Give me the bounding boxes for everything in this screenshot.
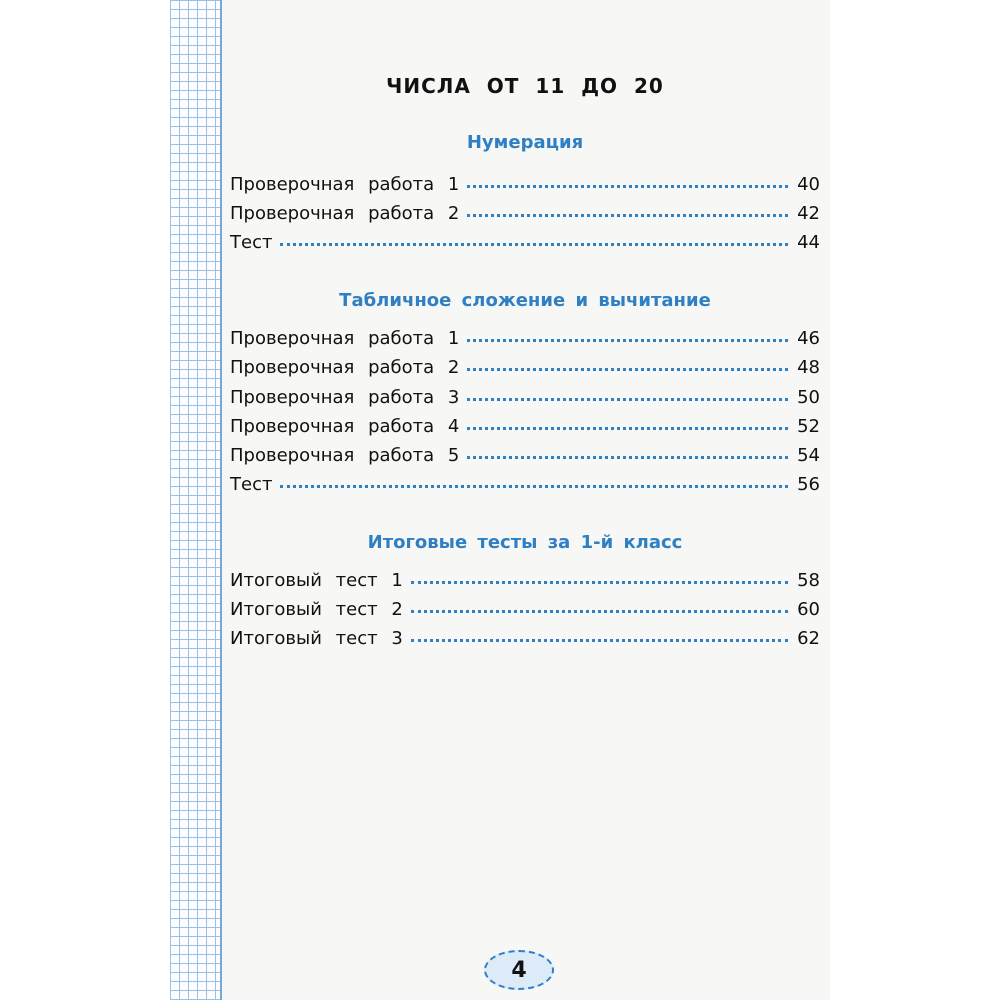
toc-entry-page: 58: [797, 570, 820, 591]
toc-entry[interactable]: [230, 570, 820, 600]
dot-leader: [467, 423, 788, 430]
toc-entry-page: 62: [797, 628, 820, 649]
dot-leader: [411, 606, 788, 613]
toc-entry[interactable]: [230, 416, 820, 446]
toc-entry-label: Итоговый тест 3: [230, 628, 403, 649]
dot-leader: [467, 364, 788, 371]
toc-entry-label: Проверочная работа 3: [230, 387, 460, 408]
section-title-addition-subtraction: Табличное сложение и вычитание: [339, 290, 711, 311]
dot-leader: [467, 394, 788, 401]
toc-entry-page: 56: [797, 474, 820, 495]
toc-entry-label: Проверочная работа 1: [230, 328, 460, 349]
toc-entry[interactable]: [230, 474, 820, 504]
section-title-numeration: Нумерация: [466, 132, 584, 153]
toc-entry-label: Проверочная работа 2: [230, 357, 460, 378]
dot-leader: [280, 239, 788, 246]
toc-entry-label: Тест: [230, 232, 273, 253]
toc-entry[interactable]: [230, 357, 820, 387]
toc-entry[interactable]: [230, 599, 820, 629]
toc-entry-page: 44: [797, 232, 820, 253]
toc-entry-label: Тест: [230, 474, 273, 495]
toc-entry[interactable]: [230, 328, 820, 358]
toc-entry-label: Итоговый тест 2: [230, 599, 403, 620]
toc-entry-page: 50: [797, 387, 820, 408]
dot-leader: [467, 335, 788, 342]
table-of-contents: [230, 0, 820, 1000]
toc-entry[interactable]: [230, 203, 820, 233]
toc-entry-page: 52: [797, 416, 820, 437]
dot-leader: [467, 452, 788, 459]
section-title-final-tests: Итоговые тесты за 1-й класс: [367, 532, 683, 553]
toc-entry-page: 40: [797, 174, 820, 195]
toc-entry-label: Проверочная работа 2: [230, 203, 460, 224]
toc-entry[interactable]: [230, 445, 820, 475]
page-number: 4: [511, 957, 527, 983]
toc-entry-page: 42: [797, 203, 820, 224]
grid-paper-margin: [170, 0, 222, 1000]
page-number-badge: [484, 950, 554, 990]
toc-entry[interactable]: [230, 387, 820, 417]
toc-entry[interactable]: [230, 628, 820, 658]
toc-entry-label: Проверочная работа 4: [230, 416, 460, 437]
toc-entry[interactable]: [230, 232, 820, 262]
toc-entry-page: 60: [797, 599, 820, 620]
dot-leader: [411, 577, 788, 584]
toc-entry-page: 48: [797, 357, 820, 378]
toc-entry-page: 46: [797, 328, 820, 349]
dot-leader: [467, 181, 788, 188]
dot-leader: [280, 481, 788, 488]
toc-entry-page: 54: [797, 445, 820, 466]
toc-entry-label: Итоговый тест 1: [230, 570, 403, 591]
toc-entry[interactable]: [230, 174, 820, 204]
dot-leader: [411, 635, 788, 642]
dot-leader: [467, 210, 788, 217]
main-title: ЧИСЛА ОТ 11 ДО 20: [386, 74, 664, 98]
toc-entry-label: Проверочная работа 5: [230, 445, 460, 466]
toc-entry-label: Проверочная работа 1: [230, 174, 460, 195]
